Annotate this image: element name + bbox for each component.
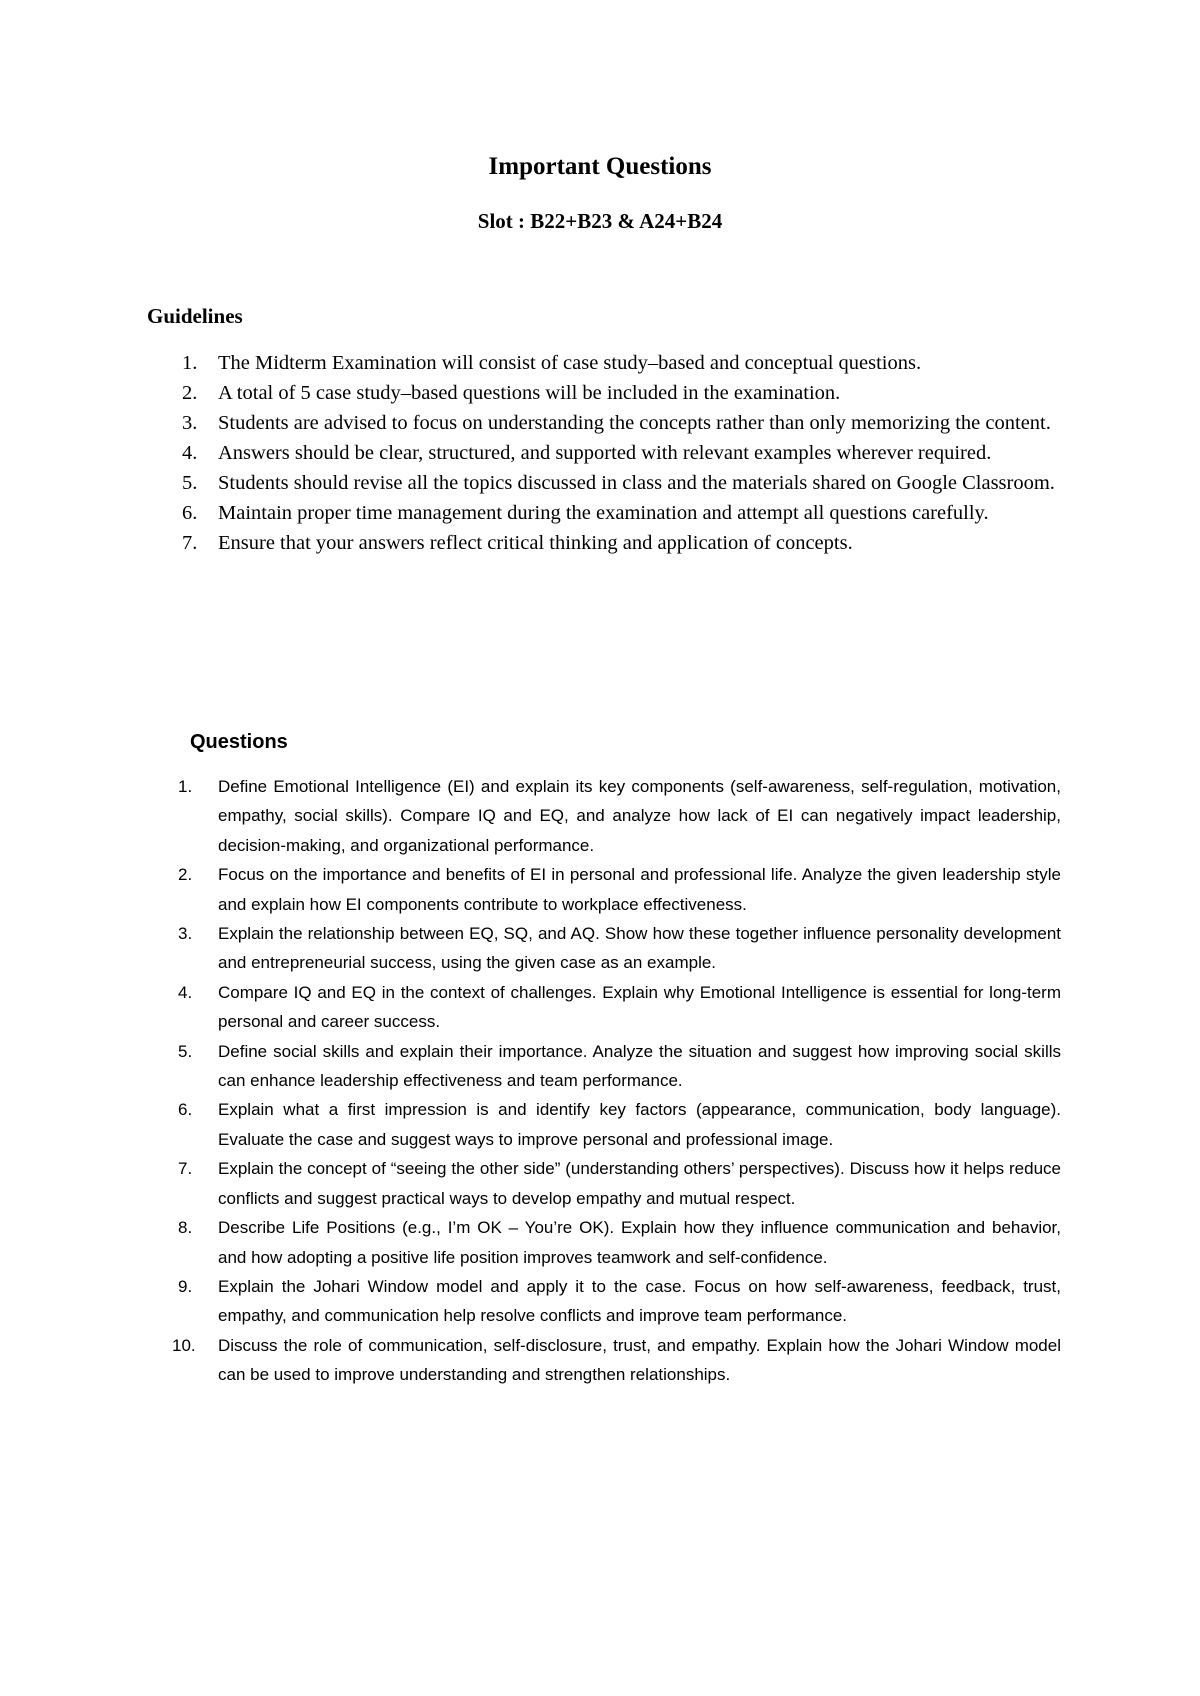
- guideline-text: Maintain proper time management during the examination and attempt all questions carefully.: [218, 502, 989, 524]
- question-item: [147, 978, 1061, 1037]
- guideline-text: Students are advised to focus on understanding the concepts rather than only memorizing the content.: [218, 412, 1051, 434]
- question-text: Define social skills and explain their importance. Analyze the situation and suggest how improving social skills can enhance leadership effectiveness and team performance.: [218, 1041, 1061, 1091]
- guideline-number: 4.: [182, 442, 198, 464]
- guideline-item: [147, 438, 1061, 468]
- questions-list: [147, 772, 1061, 1390]
- question-text: Explain what a first impression is and identify key factors (appearance, communication, body language). Evaluate the case and suggest ways to improve personal and professional image.: [218, 1100, 1061, 1149]
- questions-heading: Questions: [190, 731, 288, 753]
- question-number: 4.: [178, 982, 193, 1002]
- guideline-number: 6.: [182, 502, 198, 524]
- guidelines-heading: Guidelines: [147, 304, 243, 328]
- question-text: Focus on the importance and benefits of EI in personal and professional life. Analyze the given leadership style and explain how EI components contribute to workplace effectiveness.: [218, 865, 1061, 914]
- question-number: 5.: [178, 1041, 193, 1061]
- question-number: 10.: [172, 1335, 196, 1355]
- guideline-text: Answers should be clear, structured, and supported with relevant examples wherever required.: [218, 442, 992, 464]
- question-item: [147, 1331, 1061, 1390]
- question-item: [147, 919, 1061, 978]
- question-number: 2.: [178, 865, 193, 885]
- question-number: 6.: [178, 1100, 193, 1120]
- guideline-item: [147, 468, 1061, 498]
- question-text: Describe Life Positions (e.g., I’m OK – You’re OK). Explain how they influence communication and behavior, and how adopting a positive life position improves teamwork and self-confidence.: [218, 1218, 1061, 1267]
- question-number: 3.: [178, 924, 193, 944]
- guideline-text: Ensure that your answers reflect critical thinking and application of concepts.: [218, 532, 853, 554]
- question-item: [147, 1037, 1061, 1096]
- question-text: Explain the concept of “seeing the other side” (understanding others’ perspectives). Discuss how it helps reduce conflicts and suggest practical ways to develop empathy and mutual respect.: [218, 1159, 1061, 1208]
- guideline-item: [147, 408, 1061, 438]
- question-text: Define Emotional Intelligence (EI) and explain its key components (self-awareness, self-regulation, motivation, empathy, social skills). Compare IQ and EQ, and analyze how lack of EI can negatively impact leadership, decision-making, and organizational performance.: [218, 777, 1061, 855]
- question-item: [147, 1095, 1061, 1154]
- question-text: Explain the relationship between EQ, SQ, and AQ. Show how these together influence personality development and entrepreneurial success, using the given case as an example.: [218, 924, 1061, 973]
- guideline-number: 5.: [182, 472, 198, 494]
- guideline-number: 3.: [182, 412, 198, 434]
- guideline-item: [147, 498, 1061, 528]
- guideline-item: [147, 528, 1061, 558]
- question-item: [147, 772, 1061, 860]
- question-text: Compare IQ and EQ in the context of challenges. Explain why Emotional Intelligence is essential for long-term personal and career success.: [218, 982, 1061, 1032]
- question-item: [147, 1213, 1061, 1272]
- guidelines-list: [147, 348, 1061, 558]
- question-text: Explain the Johari Window model and apply it to the case. Focus on how self-awareness, feedback, trust, empathy, and communication help resolve conflicts and improve team performance.: [218, 1276, 1061, 1326]
- guideline-number: 1.: [182, 352, 198, 374]
- question-number: 8.: [178, 1218, 193, 1238]
- question-number: 9.: [178, 1276, 193, 1296]
- guideline-number: 7.: [182, 532, 198, 554]
- page-title: Important Questions: [488, 153, 712, 180]
- guideline-item: [147, 378, 1061, 408]
- guideline-text: The Midterm Examination will consist of case study–based and conceptual questions.: [218, 352, 922, 374]
- slot-subtitle: Slot : B22+B23 & A24+B24: [477, 209, 723, 233]
- guideline-item: [147, 348, 1061, 378]
- question-number: 1.: [178, 777, 193, 796]
- guideline-text: A total of 5 case study–based questions will be included in the examination.: [218, 382, 841, 404]
- question-item: [147, 1154, 1061, 1213]
- question-number: 7.: [178, 1159, 193, 1179]
- guideline-text: Students should revise all the topics discussed in class and the materials shared on Google Classroom.: [218, 472, 1055, 494]
- guideline-number: 2.: [182, 382, 198, 404]
- question-text: Discuss the role of communication, self-disclosure, trust, and empathy. Explain how the Johari Window model can be used to improve understanding and strengthen relationships.: [218, 1335, 1061, 1385]
- question-item: [147, 860, 1061, 919]
- question-item: [147, 1272, 1061, 1331]
